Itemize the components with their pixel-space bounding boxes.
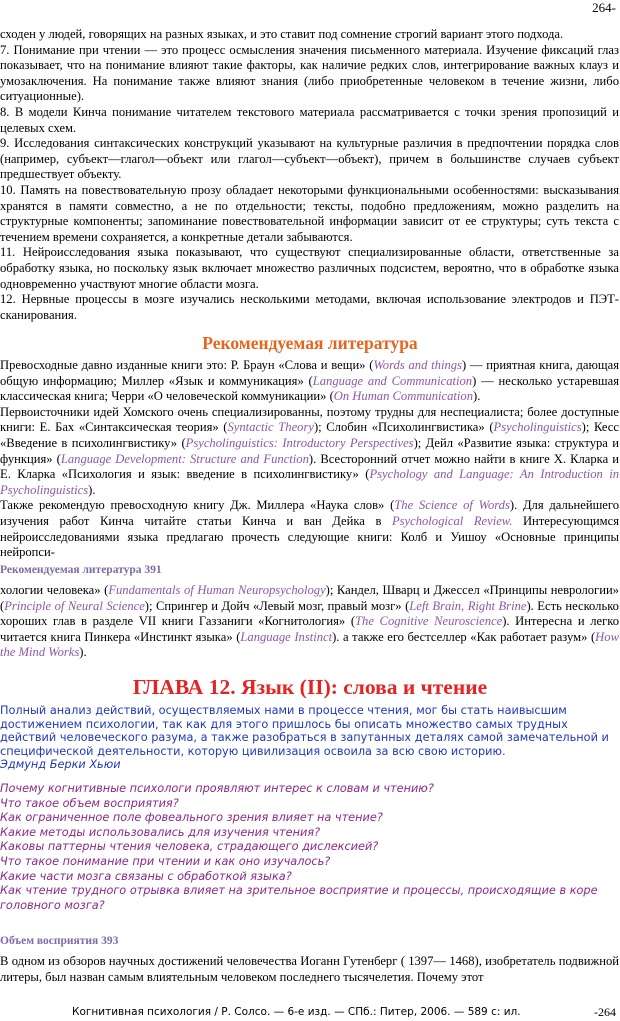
text-run: Также рекомендую превосходную книгу Дж. Миллера «Наука слов» ( xyxy=(0,498,395,513)
summary-item: 9. Исследования синтаксических конструкций указывают на культурные различия в предпочтении порядка слов (например, субъект—глагол—объект или глагол—субъект—объект), причем в большинстве случаев субъект предшествует объекту. xyxy=(0,136,619,182)
chapter-body xyxy=(0,954,619,985)
text-run: ). а также его бестселлер «Как работает разум» ( xyxy=(332,629,596,644)
summary-item: 7. Понимание при чтении — это процесс осмысления значения письменного материала. Изучение фиксаций глаз показывает, что на понимание влияют такие факторы, как наличие редких слов, интегрирование важных клауз и умозаключения. На понимание также влияют знания (либо приобретенные человеком в течение жизни, либо ситуационные). xyxy=(0,42,619,104)
summary-list xyxy=(0,27,619,323)
chapter-paragraph: В одном из обзоров научных достижений человечества Иоганн Гутенберг ( 1397— 1468), изобретатель подвижной литеры, был назван самым влиятельным человеком последнего тысячелетия. Почему этот xyxy=(0,954,619,984)
text-run: ) — приятная книга, дающая общую информацию; Миллер «Язык и коммуникация» ( xyxy=(0,358,620,388)
page-number-bottom: -264 xyxy=(594,1005,616,1019)
text-run: ). Всесторонний отчет можно найти в книге Х. Кларка и Е. Кларка «Психология и язык: введение в психолингвистику» ( xyxy=(0,451,619,482)
text-run: ); Спрингер и Дойч «Левый мозг, правый мозг» ( xyxy=(144,598,410,613)
recommended-paragraph-4 xyxy=(0,583,619,661)
page-number-top: 264- xyxy=(592,0,616,15)
book-title-link: Psycholinguistics xyxy=(493,420,582,435)
recommended-paragraph-1 xyxy=(0,358,619,405)
text-run: Первоисточники идей Хомского очень специализированны, поэтому трудны для неспециалиста; более доступные книги: Е. Бах «Синтаксическая теория» ( xyxy=(0,404,619,435)
recommended-text-continued xyxy=(0,583,619,661)
question-item: Почему когнитивные психологи проявляют интерес к словам и чтению? xyxy=(0,782,434,795)
question-item: Что такое понимание при чтении и как оно изучалось? xyxy=(0,854,331,868)
book-title-link: The Cognitive Neuroscience xyxy=(355,614,503,629)
epigraph-text: Полный анализ действий, осуществляемых нами в процессе чтения, мог бы стать наивысшим достижением психологии, так как для этого пришлось бы описать множество самых трудных действий человеческого разума, а также разобраться в запутанных деталях самой замечательной и специфической деятельности, которую цивилизация освоила за всю свою историю. xyxy=(0,704,609,758)
book-title-link: How the Mind Works xyxy=(0,629,619,660)
question-item: Каковы паттерны чтения человека, страдающего дислексией? xyxy=(0,840,379,854)
book-title-link: On Human Communication xyxy=(333,389,473,404)
text-run: ). xyxy=(79,645,87,660)
question-item: Какие методы использовались для изучения чтения? xyxy=(0,825,321,839)
recommended-heading: Рекомендуемая литература xyxy=(202,333,418,353)
recommended-paragraph-3 xyxy=(0,498,619,560)
question-item: Как ограниченное поле фовеального зрения влияет на чтение? xyxy=(0,811,383,825)
running-head: Объем восприятия 393 xyxy=(0,935,119,947)
text-run: ) — несколько устаревшая классическая книга; Черри «О человеческой коммуникации» ( xyxy=(0,373,619,404)
chapter-questions xyxy=(0,782,620,913)
book-title-link: Words and things xyxy=(373,358,462,372)
book-title-link: Language and Communication xyxy=(312,373,473,388)
text-run: ); Кесс «Введение в психолингвистику» ( xyxy=(0,420,619,450)
book-title-link: Psycholinguistics: Introductory Perspectives xyxy=(185,435,414,450)
summary-item: 8. В модели Кинча понимание читателем текстового материала рассматривается с точки зрения пропозиций и целевых схем. xyxy=(0,104,619,135)
running-head: Рекомендуемая литература 391 xyxy=(0,564,162,576)
question-item: Что такое объем восприятия? xyxy=(0,796,179,810)
book-title-link: Left Brain, Right Brine xyxy=(409,598,527,613)
book-title-link: Principle of Neural Science xyxy=(4,598,145,613)
book-title-link: Syntactic Theory xyxy=(227,420,314,435)
book-title-link: Language Development: Structure and Function xyxy=(60,451,309,466)
question-item: Какие части мозга связаны с обработкой языка? xyxy=(0,869,292,883)
text-run: Интересующимся нейроисследованиями языка предлагаю прочесть следующие книги: Колб и Уишоу «Основные принципы нейропси- xyxy=(0,513,619,560)
book-title-link: The Science of Words xyxy=(394,498,510,513)
chapter-title: ГЛАВА 12. Язык (II): слова и чтение xyxy=(132,675,488,699)
text-run: ); Слобин «Психолингвистика» ( xyxy=(313,420,494,435)
book-title-link: Fundamentals of Human Neuropsychology xyxy=(108,583,326,597)
text-run: ). Интересна и легко читается книга Пинкера «Инстинкт языка» ( xyxy=(0,614,620,644)
text-run: ). xyxy=(473,389,481,404)
book-title-link: Psychology and Language: An Introduction in Psycholinguistics xyxy=(0,467,619,497)
text-run: ). Для дальнейшего изучения работ Кинча читайте статьи Кинча и ван Дейка в xyxy=(0,498,620,528)
recommended-paragraph-2 xyxy=(0,405,619,499)
footer-citation: Когнитивная психология / Р. Солсо. — 6-е изд. — СПб.: Питер, 2006. — 589 с: ил. xyxy=(72,1006,521,1018)
summary-item: 10. Память на повествовательную прозу обладает некоторыми функциональными особенностями: высказывания хранятся в памяти совместно, а не по отдельности; тексты, подобно предложениям, можно разделить на структурные компоненты; запоминание повествовательной информации зависит от ее структуры; суть текста с течением времени сохраняется, а конкретные детали забываются. xyxy=(0,182,619,244)
text-run: ). xyxy=(88,482,96,497)
book-title-link: Psychological Review. xyxy=(391,513,513,528)
epigraph-author: Эдмунд Берки Хьюи xyxy=(0,758,121,772)
text-run: ); Дейл «Развитие языка: структура и функция» ( xyxy=(0,435,619,466)
book-title-link: Language Instinct xyxy=(240,629,333,644)
recommended-text xyxy=(0,358,619,561)
summary-item: сходен у людей, говорящих на разных языках, и это ставит под сомнение строгий вариант этого подхода. xyxy=(0,27,564,41)
text-run: ); Кандел, Шварц и Джессел «Принципы неврологии» ( xyxy=(0,583,619,613)
question-item: Как чтение трудного отрывка влияет на зрительное восприятие и процессы, происходящие в коре головного мозга? xyxy=(0,884,598,912)
summary-item: 11. Нейроисследования языка показывают, что существуют специализированные области, ответственные за обработку языка, но поскольку язык включает множество различных подсистем, вероятно, что в обработке языка одновременно участвуют многие области мозга. xyxy=(0,245,619,291)
text-run: Превосходные давно изданные книги это: Р. Браун «Слова и вещи» ( xyxy=(0,358,374,372)
summary-item: 12. Нервные процессы в мозге изучались несколькими методами, включая использование электродов и ПЭТ-сканирования. xyxy=(0,292,619,322)
epigraph xyxy=(0,704,620,772)
text-run: ). Есть несколько хороших глав в разделе VII книги Газзаниги «Когнитология» ( xyxy=(0,598,619,629)
text-run: хологии человека» ( xyxy=(0,583,109,597)
